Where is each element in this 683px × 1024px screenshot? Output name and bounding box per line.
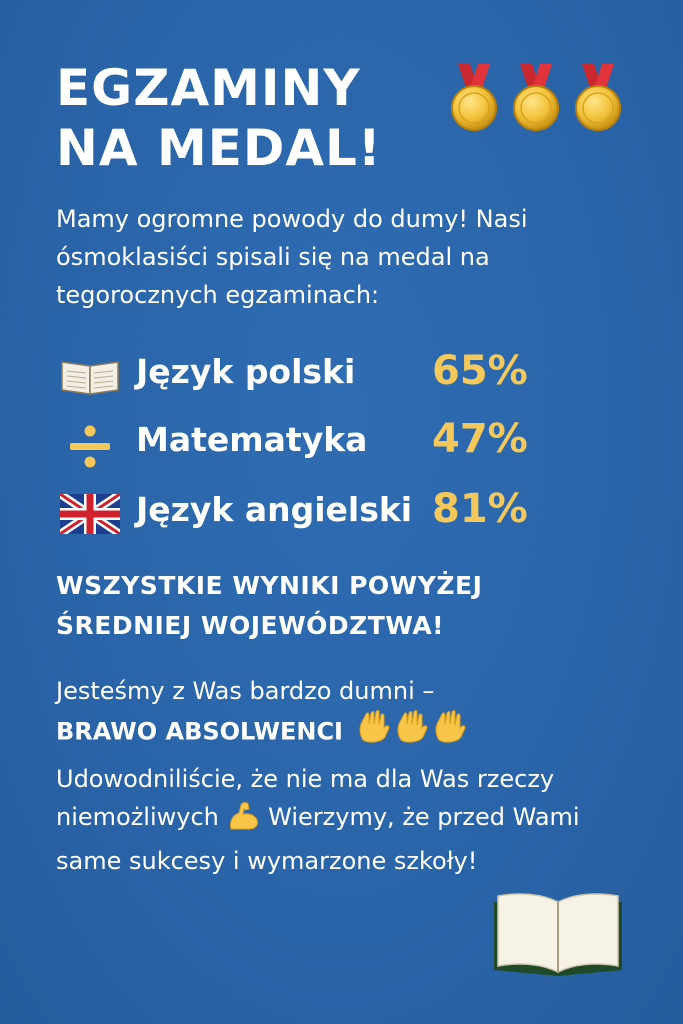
subject-name: Język polski: [136, 352, 356, 391]
closing-text-1: Udowodniliście, że nie ma dla Was rzeczy niemożliwych: [56, 765, 555, 831]
proud-message: [56, 672, 636, 755]
headline-line-2: ŚREDNIEJ WOJEWÓDZTWA!: [56, 611, 445, 640]
clapping-hands-icon: [357, 710, 469, 755]
page-title: [56, 58, 382, 178]
subject-row-polish: [56, 346, 616, 406]
closing-message: [56, 760, 646, 880]
division-icon: [60, 424, 120, 464]
closing-text-2: Wierzymy, że przed Wami same sukcesy i wymarzone szkoły!: [56, 803, 580, 875]
open-book-icon: [490, 888, 626, 978]
subject-score: 65%: [432, 348, 528, 394]
subject-row-math: [56, 414, 616, 474]
proud-line-1: Jesteśmy z Was bardzo dumni –: [56, 677, 435, 705]
subject-score: 47%: [432, 416, 528, 462]
medal-icon: [452, 64, 496, 130]
results-headline: [56, 566, 636, 646]
flexed-biceps-icon: [227, 801, 261, 842]
medals-group: [450, 62, 625, 140]
subject-score: 81%: [432, 486, 528, 532]
congrats-text: BRAWO ABSOLWENCI: [56, 717, 343, 746]
uk-flag-icon: [60, 494, 120, 534]
title-line-1: EGZAMINY: [56, 59, 361, 117]
subject-name: Matematyka: [136, 420, 368, 459]
medal-icon: [576, 64, 620, 130]
title-line-2: NA MEDAL!: [56, 119, 382, 177]
subject-row-english: [56, 484, 616, 544]
open-book-icon: [60, 356, 120, 396]
intro-text: Mamy ogromne powody do dumy! Nasi ósmoklasiści spisali się na medal na tegorocznych egzaminach:: [56, 205, 528, 309]
headline-line-1: WSZYSTKIE WYNIKI POWYŻEJ: [56, 571, 483, 600]
subject-name: Język angielski: [136, 490, 413, 529]
medal-icon: [514, 64, 558, 130]
